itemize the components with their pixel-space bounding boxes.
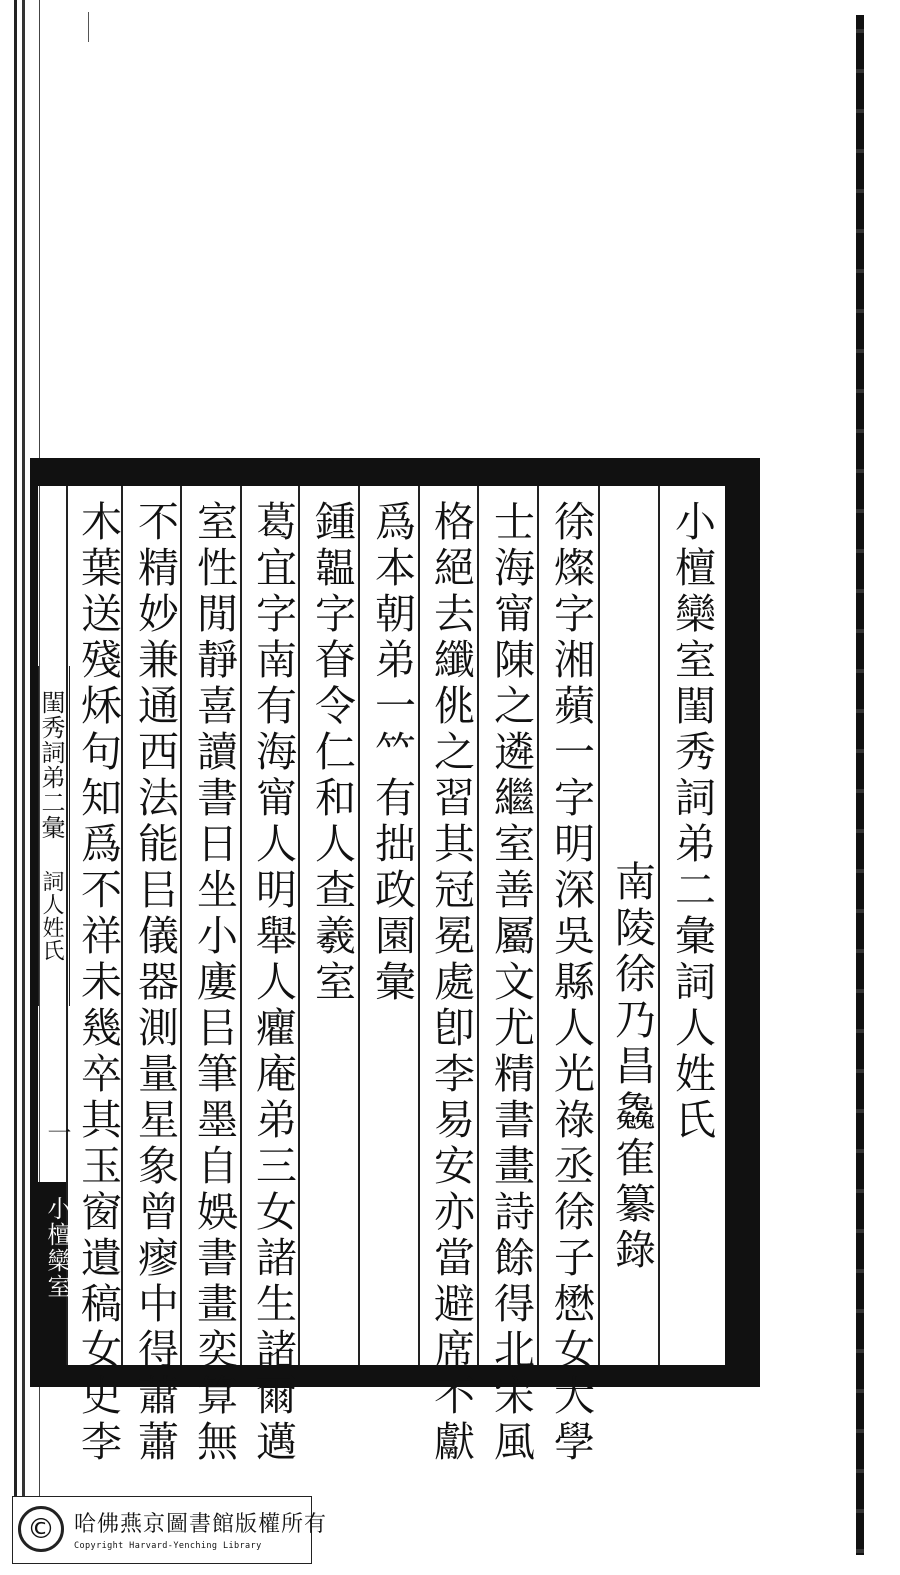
fore-edge-subtitle: 詞人姓氏 <box>39 870 64 962</box>
text-column: 士海甯陳之遴繼室善屬文尤精書畫詩餘得北宋風 <box>487 500 535 1466</box>
frame-top-border <box>30 458 760 486</box>
copyright-text-cn: 哈佛燕京圖書館版權所有 <box>74 1512 328 1537</box>
text-column: 格絕去纖佻之習其冠冕處卽李易安亦當避席不獻 <box>427 500 475 1466</box>
frame-right-border <box>725 458 760 1387</box>
fore-edge-next-title: 小檀欒室 <box>43 1196 71 1300</box>
text-column: 葛宜字南有海甯人明舉人癯庵弟三女諸生諸爾邁 <box>249 500 297 1466</box>
column-rule <box>477 486 479 1365</box>
copyright-icon: © <box>18 1506 64 1552</box>
book-title: 小檀欒室閨秀詞弟二彙詞人姓氏 <box>668 500 716 1144</box>
text-column: 爲本朝弟一𥫗有拙政園彙 <box>368 500 416 1006</box>
column-rule <box>298 486 300 1365</box>
compiler-line: 南陵徐乃昌𠓗隺纂錄 <box>608 860 656 1274</box>
column-rule <box>418 486 420 1365</box>
copyright-text-en: Copyright Harvard-Yenching Library <box>74 1541 262 1551</box>
column-rule <box>240 486 242 1365</box>
right-page-edge <box>856 15 864 1555</box>
column-rule <box>658 486 660 1365</box>
text-column: 木葉送殘秌句知爲不祥未幾卒其玉窗遺稿女史李 <box>74 500 122 1466</box>
fore-edge-title: 閨秀詞弟二彙 <box>37 690 65 840</box>
scan-mark <box>88 12 89 42</box>
text-column: 不精妙兼通西法能㠯儀器測量星象曾瘳中得蕭蕭 <box>131 500 179 1466</box>
binding-edge-line <box>22 0 25 1535</box>
column-rule <box>180 486 182 1365</box>
text-column: 徐燦字湘蘋一字明深吳縣人光祿丞徐子懋女大學 <box>547 500 595 1466</box>
page-number: 一 <box>43 1120 71 1144</box>
text-column: 室性閒靜喜讀書日坐小廔㠯筆墨自娛書畫奕算無 <box>190 500 238 1466</box>
column-rule <box>537 486 539 1365</box>
column-rule <box>358 486 360 1365</box>
text-column: 鍾韞字眘令仁和人查羲室 <box>308 500 356 1006</box>
column-rule <box>598 486 600 1365</box>
